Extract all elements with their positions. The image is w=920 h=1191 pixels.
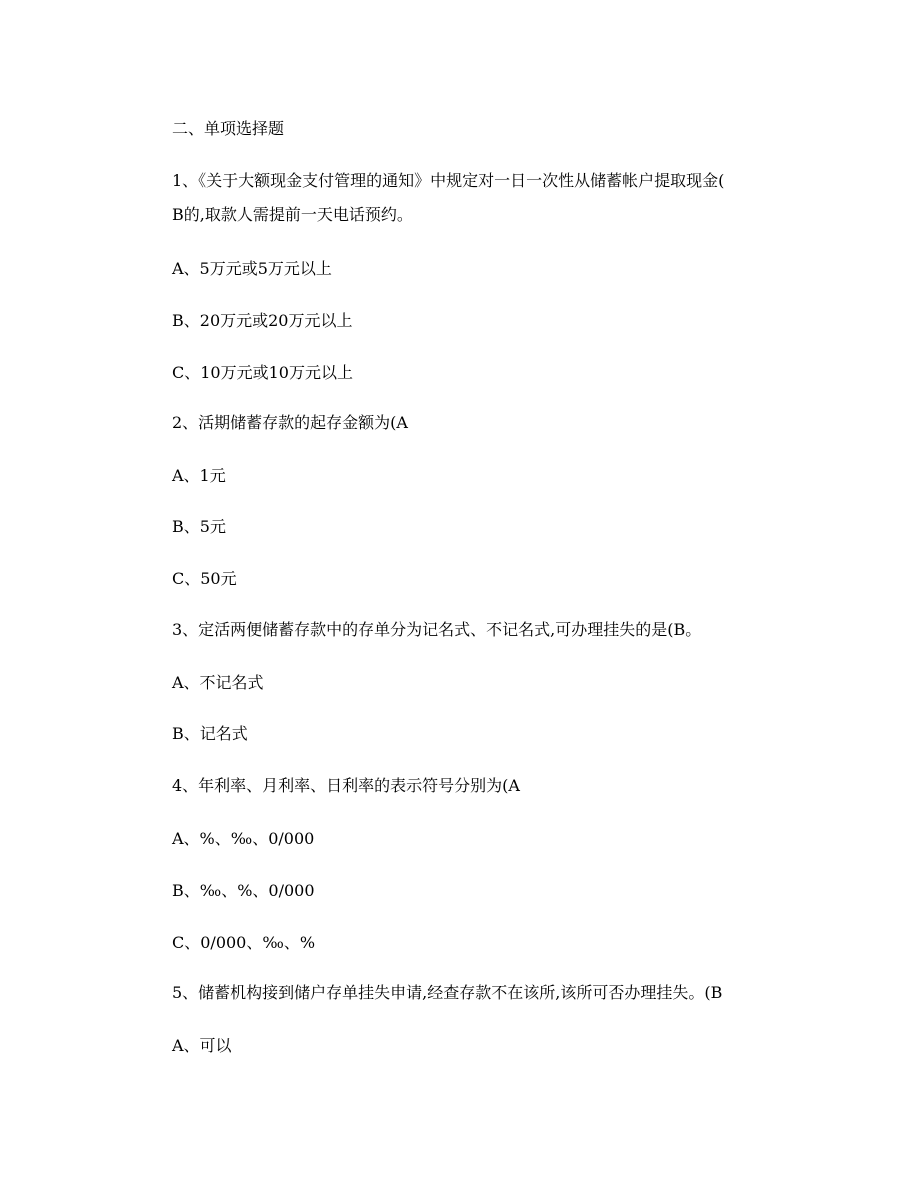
question-1-stem-line-1: 1、《关于大额现金支付管理的通知》中规定对一日一次性从储蓄帐户提取现金( xyxy=(172,171,725,190)
question-4-option-a: A、%、‰、0/000 xyxy=(172,829,315,848)
question-4-option-c: C、0/000、‰、% xyxy=(172,933,316,952)
question-1-option-c: C、10万元或10万元以上 xyxy=(172,363,353,382)
question-4-stem: 4、年利率、月利率、日利率的表示符号分别为(A xyxy=(172,776,520,795)
question-5-stem: 5、储蓄机构接到储户存单挂失申请,经查存款不在该所,该所可否办理挂失。(B xyxy=(172,983,723,1002)
question-3-option-b: B、记名式 xyxy=(172,724,248,743)
question-3-stem: 3、定活两便储蓄存款中的存单分为记名式、不记名式,可办理挂失的是(B。 xyxy=(172,620,702,639)
question-5-option-a: A、可以 xyxy=(172,1036,232,1055)
question-2-option-b: B、5元 xyxy=(172,517,226,536)
question-2-option-a: A、1元 xyxy=(172,466,226,485)
question-3-option-a: A、不记名式 xyxy=(172,673,264,692)
question-4-option-b: B、‰、%、0/000 xyxy=(172,881,315,900)
question-1-stem-line-2: B的,取款人需提前一天电话预约。 xyxy=(172,205,413,224)
question-2-stem: 2、活期储蓄存款的起存金额为(A xyxy=(172,413,408,432)
section-title: 二、单项选择题 xyxy=(172,119,285,138)
question-2-option-c: C、50元 xyxy=(172,569,237,588)
question-1-option-b: B、20万元或20万元以上 xyxy=(172,311,353,330)
question-1-option-a: A、5万元或5万元以上 xyxy=(172,259,332,278)
